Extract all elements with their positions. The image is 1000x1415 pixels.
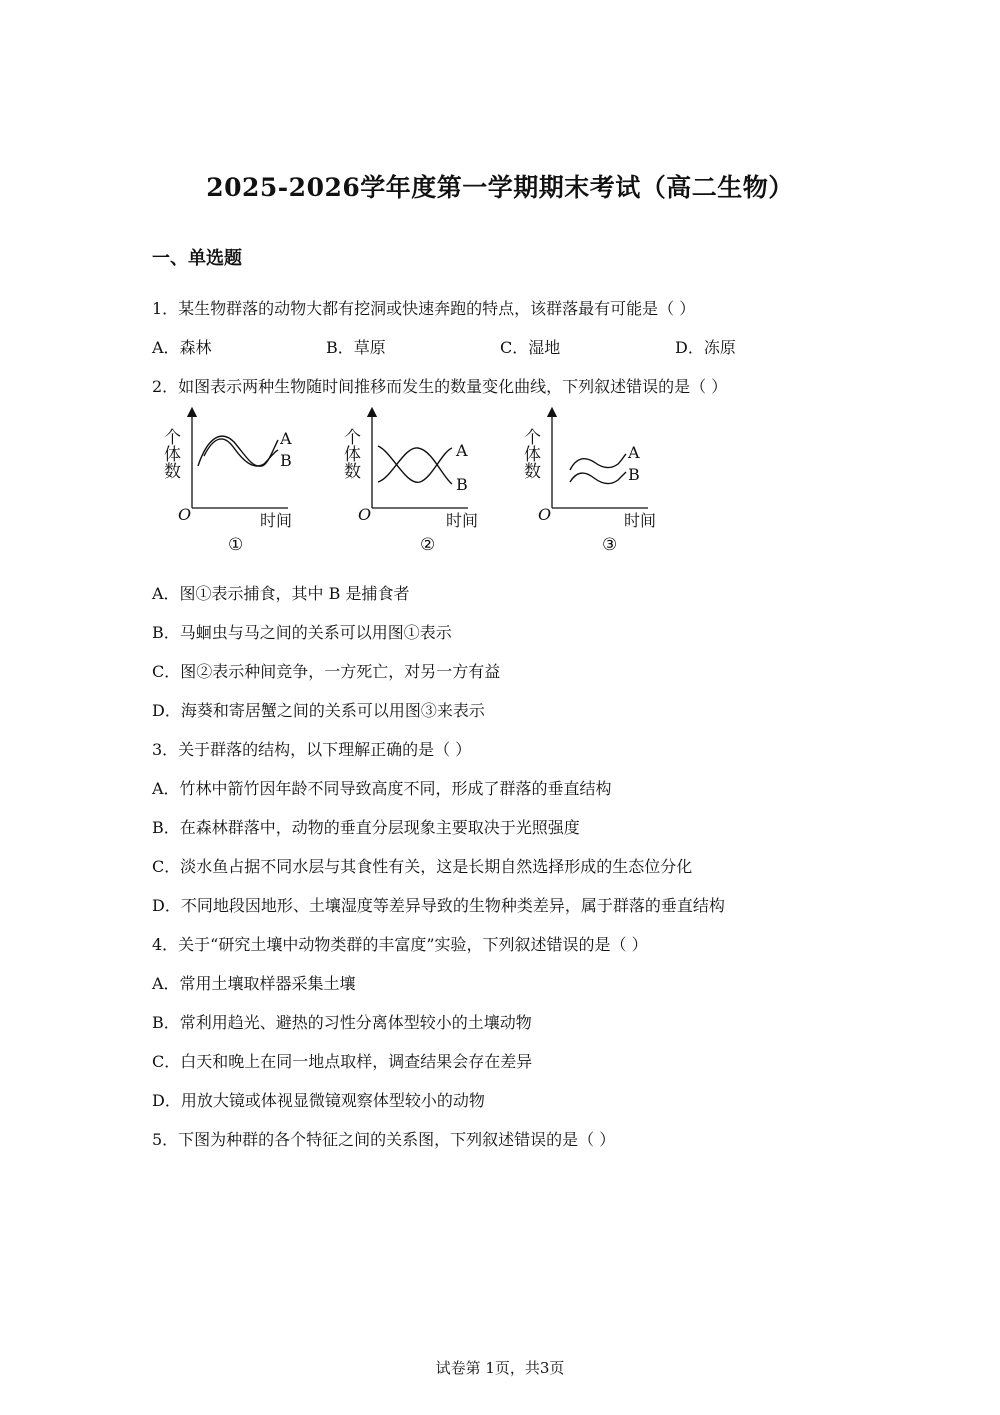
graph-1-label-a: A — [280, 429, 292, 448]
question-3-stem: 3．关于群落的结构，以下理解正确的是（ ） — [152, 740, 472, 759]
graph-2-caption: ② — [420, 535, 436, 555]
graph-3-caption: ③ — [602, 535, 618, 555]
question-2-option-a: A．图①表示捕食，其中 B 是捕食者 — [152, 584, 410, 603]
graph-3-label-b: B — [628, 465, 640, 484]
question-1-option-a: A．森林 — [152, 338, 212, 357]
graph-2-curve-b — [378, 448, 452, 484]
graph-1 — [160, 412, 292, 555]
graph-2-label-a: A — [456, 441, 468, 460]
graph-1-caption: ① — [228, 535, 244, 555]
question-4-option-a: A．常用土壤取样器采集土壤 — [152, 974, 356, 993]
graph-2-label-b: B — [456, 475, 468, 494]
graph-1-ylabel: 个体数 — [160, 428, 180, 479]
page-title: 2025-2026学年度第一学期期末考试（高二生物） — [206, 173, 794, 202]
graph-3-label-a: A — [628, 443, 640, 462]
question-2-option-b: B．马蛔虫与马之间的关系可以用图①表示 — [152, 623, 452, 642]
graph-2-ylabel: 个体数 — [340, 428, 360, 479]
page-footer: 试卷第 1页，共3页 — [435, 1359, 565, 1377]
graph-2-curve-a — [378, 446, 452, 482]
question-4-stem: 4．关于“研究土壤中动物类群的丰富度”实验，下列叙述错误的是（ ） — [152, 935, 648, 954]
graph-2-origin: O — [358, 505, 372, 524]
graph-3-origin: O — [538, 505, 552, 524]
graph-1-origin: O — [178, 505, 192, 524]
question-2-option-d: D．海葵和寄居蟹之间的关系可以用图③来表示 — [152, 701, 485, 720]
graph-1-label-b: B — [280, 451, 292, 470]
question-4-option-b: B．常利用趋光、避热的习性分离体型较小的土壤动物 — [152, 1013, 532, 1032]
graph-2-xlabel: 时间 — [446, 511, 479, 530]
question-3-option-c: C．淡水鱼占据不同水层与其食性有关，这是长期自然选择形成的生态位分化 — [152, 857, 693, 876]
graph-2 — [340, 412, 478, 555]
graph-1-curve-b — [204, 439, 278, 466]
graph-1-xlabel: 时间 — [260, 511, 293, 530]
question-3-option-a: A．竹林中箭竹因年龄不同导致高度不同，形成了群落的垂直结构 — [152, 779, 612, 798]
question-5-stem: 5．下图为种群的各个特征之间的关系图，下列叙述错误的是（ ） — [152, 1130, 616, 1149]
population-curves-figure — [160, 408, 680, 558]
question-1-option-b: B．草原 — [326, 338, 386, 357]
question-1-option-c: C．湿地 — [500, 338, 561, 357]
graph-3-ylabel: 个体数 — [520, 428, 540, 479]
question-2-stem: 2．如图表示两种生物随时间推移而发生的数量变化曲线，下列叙述错误的是（ ） — [152, 377, 728, 396]
graph-3 — [520, 412, 656, 555]
question-1-option-d: D．冻原 — [675, 338, 736, 357]
question-1-stem: 1．某生物群落的动物大都有挖洞或快速奔跑的特点，该群落最有可能是（ ） — [152, 299, 696, 318]
graph-3-curve-b — [570, 472, 626, 484]
graph-3-curve-a — [570, 454, 626, 470]
question-2-option-c: C．图②表示种间竞争，一方死亡，对另一方有益 — [152, 662, 501, 681]
graph-3-xlabel: 时间 — [624, 511, 657, 530]
question-3-option-b: B．在森林群落中，动物的垂直分层现象主要取决于光照强度 — [152, 818, 580, 837]
question-3-option-d: D．不同地段因地形、土壤湿度等差异导致的生物种类差异，属于群落的垂直结构 — [152, 896, 725, 915]
section-title: 一、单选题 — [152, 248, 242, 269]
question-4-option-c: C．白天和晚上在同一地点取样，调查结果会存在差异 — [152, 1052, 533, 1071]
question-4-option-d: D．用放大镜或体视显微镜观察体型较小的动物 — [152, 1091, 485, 1110]
